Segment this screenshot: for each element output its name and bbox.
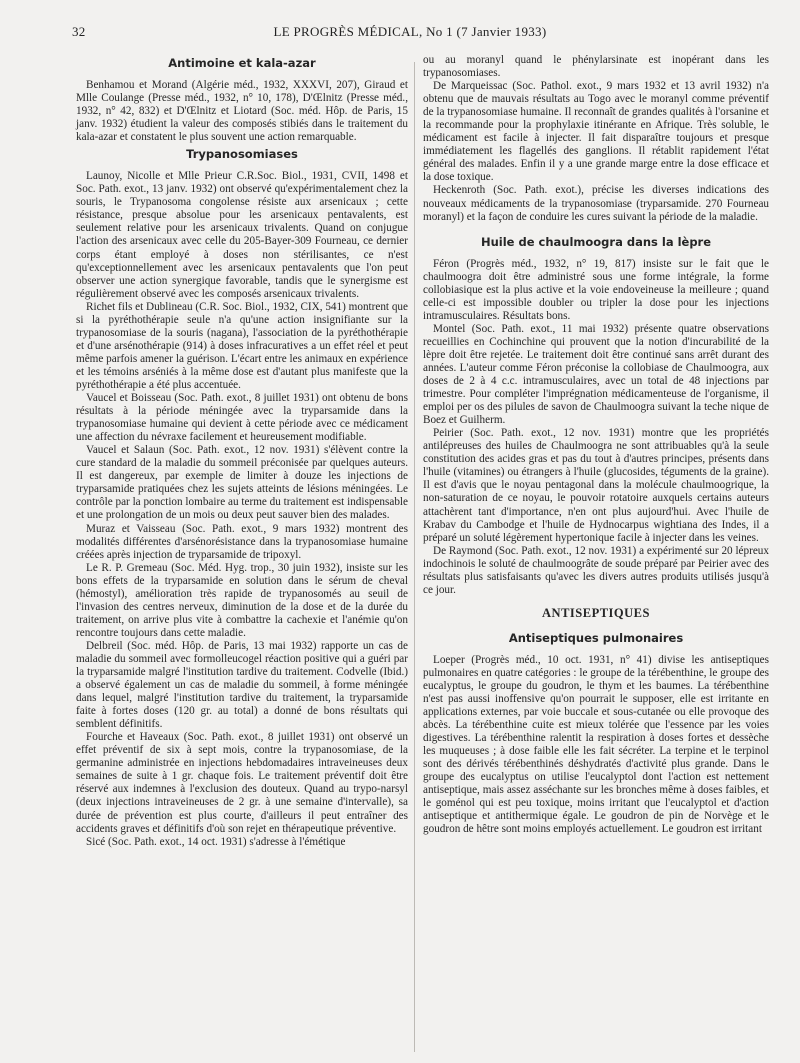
- journal-title: LE PROGRÈS MÉDICAL, No 1 (7 Janvier 1933): [273, 24, 547, 39]
- page-number: 32: [72, 24, 86, 39]
- paragraph: De Raymond (Soc. Path. exot., 12 nov. 1931) a expérimenté sur 20 lépreux indochinois le soluté de chaulmoogrâte de soude préparé par Peirier avec des résultats plus satisfaisants qu'avec les divers autres produits utilisés jusqu'à ce jour.: [423, 544, 769, 596]
- column-divider: [414, 62, 415, 1052]
- paragraph: Benhamou et Morand (Algérie méd., 1932, XXXVI, 207), Giraud et Mlle Coulange (Presse méd., 1932, n° 10, 178), D'Œlnitz (Presse méd., 1932, n° 42, 832) et D'Œlnitz et Liotard (Soc. méd. Hôp. de Paris, 15 janv. 1932) étudient la valeur des composés stibiés dans le traitement du kala-azar et constatent le plus souvent une action remarquable.: [76, 79, 408, 144]
- paragraph: Vaucel et Boisseau (Soc. Path. exot., 8 juillet 1931) ont obtenu de bons résultats à la période méningée avec la tryparsamide dans la trypanosomiase humaine qui devient à cette période avec ce médicament une affection du névraxe facilement et heureusement modifiable.: [76, 392, 408, 444]
- paragraph: Launoy, Nicolle et Mlle Prieur C.R.Soc. Biol., 1931, CVII, 1498 et Soc. Path. exot., 13 janv. 1932) ont observé qu'expérimentalement chez la souris, le Trypanosoma congolense résiste aux arsenicaux ; cette résistance, presque absolue pour les arsenicaux pentavalents, est seulement relative pour les arsenicaux trivalents. Quand on conjugue l'action des arsenicaux avec celle du 205-Bayer-309 Fourneau, ce dernier corps étant employé à doses non stérilisantes, ce n'est qu'exceptionnellement avec les arsenicaux pentavalents que l'on peut observer une action synergique favorable, tandis que le synergisme est régulièrement observé avec les composés arsenicaux trivalents.: [76, 170, 408, 300]
- paragraph: Loeper (Progrès méd., 10 oct. 1931, n° 41) divise les antiseptiques pulmonaires en quatre catégories : le groupe de la térébenthine, le groupe des eucalyptus, le groupe du goudron, le thym et les baumes. La térébenthine n'est pas aussi inoffensive qu'on pourrait le supposer, elle est irritante en applications externes, par voie buccale et sous-cutanée ou elle provoque des abcès. La térébenthine cuite est mieux tolérée que l'essence par les voies digestives. La térébenthine ralentit la respiration à doses fortes et dessèche les muqueuses ; à dose faible elle les fait sécréter. La terpine et le terpinol sont des dérivés térébenthinés déshydratés d'activité plus grande. Dans le groupe des eucalyptus on utilise l'eucalyptol dont l'action est nettement antiseptique, mais assez asséchante sur les bronches même à doses faibles, et le goménol qui est peu toxique, moins irritant que l'eucalyptol et d'action antiseptique et antithermique égale. Le goudron de pin de Norvège et le goudron de hêtre sont moins employés actuellement. Le goudron est irritant: [423, 653, 769, 836]
- section-title-antiseptiques-pulmonaires: Antiseptiques pulmonaires: [508, 630, 684, 645]
- right-column: [423, 54, 769, 837]
- paragraph: Muraz et Vaisseau (Soc. Path. exot., 9 mars 1932) montrent des modalités différentes d'arsénorésistance dans la trypanosomiase humaine créées après injection de tryparsamide de tripoxyl.: [76, 522, 408, 561]
- section-title-antimoine: Antimoine et kala-azar: [168, 56, 316, 70]
- paragraph: Peirier (Soc. Path. exot., 12 nov. 1931) montre que les propriétés antilépreuses des huiles de Chaulmoogra ne sont attribuables qu'à la seule constitution des acides gras et pas du tout à d'autres principes, présents dans l'huile (vitamines) ou étrangers à l'huile (glucosides, téguments de la graine). Il est d'avis que le noyau pentagonal dans la molécule chaulmoogrique, la non-saturation de ce noyau, le pouvoir rotatoire auxquels certains auteurs attachèrent tant d'importance, n'en ont plus aujourd'hui. Avec l'huile de Krabav du Cambodge et l'huile de Hydnocarpus wightiana des Indes, il a préparé un soluté légèrement hypertonique facile à injecter dans les veines.: [423, 427, 769, 544]
- paragraph: Vaucel et Salaun (Soc. Path. exot., 12 nov. 1931) s'élèvent contre la cure standard de la maladie du sommeil préconisée par quelques auteurs. Il est dangereux, par exemple de limiter à douze les injections de tryparsamide pratiquées chez les sujets atteints de lésions méningées. Le contrôle par la ponction lombaire au terme du traitement est indispensable et une prolongation de un mois ou deux peut sauver bien des malades.: [76, 444, 408, 522]
- paragraph: Fourche et Haveaux (Soc. Path. exot., 8 juillet 1931) ont observé un effet préventif de six à sept mois, contre la trypanosomiase, de la germanine administrée en injections hebdomadaires intraveineuses deux semaines de suite à 1 gr. chaque fois. Le traitement préventif doit être réservé aux indemnes à l'exclusion des douteux. Quand au trypo-narsyl (deux injections intraveineuses de 2 gr. à une semaine d'intervalle), sa durée de prévention est plus courte, d'ailleurs il peut entraîner des accidents graves et définitifs d'où son rejet en thérapeutique préventive.: [76, 731, 408, 835]
- paragraph: Féron (Progrès méd., 1932, n° 19, 817) insiste sur le fait que le chaulmoogra doit être administré sous une forme intégrale, la forme collobiasique est la plus active et la voie endoveineuse la meilleure ; quand celle-ci est impossible doubler ou tripler la dose pour les injections intramusculaires. Résultats bons.: [423, 257, 769, 322]
- left-column: [76, 54, 408, 849]
- paragraph: Montel (Soc. Path. exot., 11 mai 1932) présente quatre observations recueillies en Cochinchine qui prouvent que la notion d'incurabilité de la lèpre doit être rejetée. Le traitement doit être continué sans arrêt durant des années. L'auteur comme Féron préconise la collobiase de Chaulmoogra, aux doses de 2 à 4 c.c. intramusculaires, avec un total de 48 injections par trimestre. Pour compléter l'imprégnation médicamenteuse de l'organisme, il emploi per os des pilules de savon de Chaulmoogra suivant la teche nique de Boez et Guilherm.: [423, 322, 769, 427]
- paragraph: Sicé (Soc. Path. exot., 14 oct. 1931) s'adresse à l'émétique: [86, 835, 346, 848]
- paragraph: Le R. P. Gremeau (Soc. Méd. Hyg. trop., 30 juin 1932), insiste sur les bons effets de la tryparsamide en solution dans le sérum de cheval (hémostyl), amélioration très rapide de trypanosomés au seuil de l'invasion des centres nerveux, diminution de la dose et de la durée du traitement, on arrive plus vite à combattre la cachexie et l'anémie qu'on rencontre toujours dans cette maladie.: [76, 561, 408, 639]
- section-title-chaulmoogra: Huile de chaulmoogra dans la lèpre: [480, 234, 712, 249]
- section-title-trypanosomiases: Trypanosomiases: [186, 147, 298, 162]
- paragraph: Delbreil (Soc. méd. Hôp. de Paris, 13 mai 1932) rapporte un cas de maladie du sommeil avec formolleucogel réaction positive qui a guéri par la tryparsamide malgré l'institution tardive du traitement. Codvelle (Ibid.) a observé également un cas de maladie du sommeil, à forme méningée dans lequel, malgré l'institution tardive du traitement, la tryparsamide faite à fortes doses (120 gr. au total) a donné de bons résultats qui semblent définitifs.: [76, 639, 408, 731]
- major-heading-antiseptiques: ANTISEPTIQUES: [542, 605, 650, 620]
- paragraph: Richet fils et Dublineau (C.R. Soc. Biol., 1932, CIX, 541) montrent que si la pyréthothérapie seule n'a qu'une action insignifiante sur la trypanosomiase de la souris (nagana), l'association de la pyréthothérapie et d'une arsénothérapie (914) à doses infracuratives a un effet réel et peut même parfois amener la guérison. L'écart entre les animaux en expérience et les témoins arséniés à la même dose est d'autant plus manifeste que la pyréthothérapie a été plus accentuée.: [76, 300, 408, 391]
- paragraph: Heckenroth (Soc. Path. exot.), précise les diverses indications des nouveaux médicaments de la trypanosomiase (tryparsamide. 270 Fourneau moranyl) et la façon de conduire les cures suivant la période de la maladie.: [423, 184, 769, 223]
- paragraph: De Marqueissac (Soc. Pathol. exot., 9 mars 1932 et 13 avril 1932) n'a obtenu que de mauvais résultats au Togo avec le moranyl comme préventif de la trypanosomiase humaine. Il reconnaît de grandes qualités à l'orsanine et la recommande pour la prophylaxie itinérante en Afrique. Très soluble, le médicament est facile à injecter. Il fait disparaître toujours et presque immédiatement les flagellés des ganglions. Il rétablit rapidement l'état général des malades. Enfin il y a une grande marge entre la dose efficace et la dose toxique.: [423, 80, 769, 184]
- paragraph-continuation: ou au moranyl quand le phénylarsinate est inopérant dans les trypanosomiases.: [423, 54, 769, 80]
